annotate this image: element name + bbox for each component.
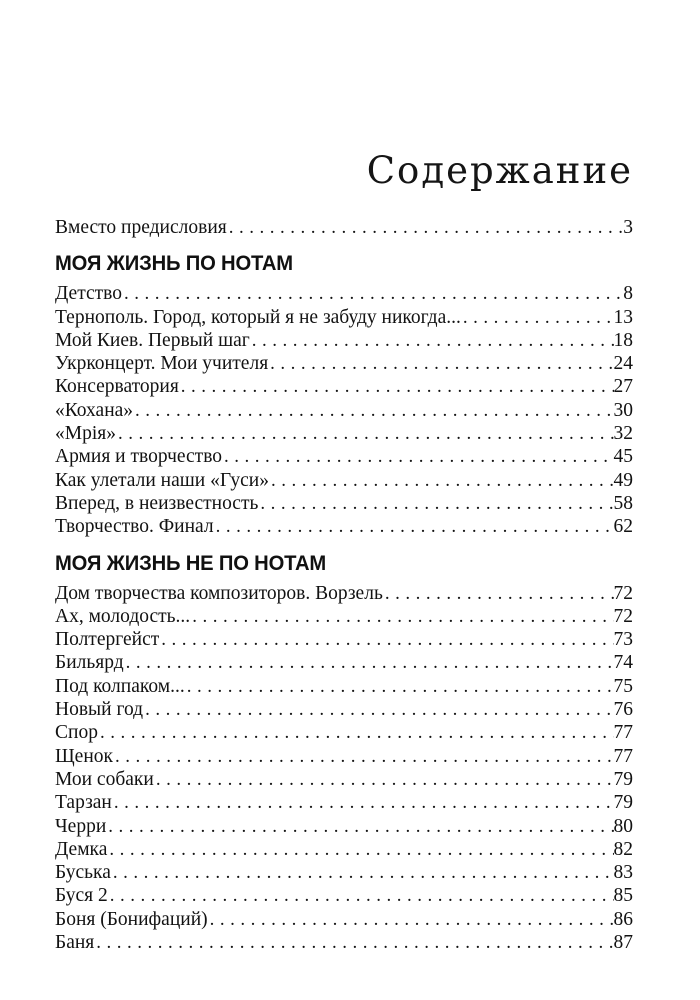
dot-leader xyxy=(154,768,614,791)
page-number: 3 xyxy=(623,217,633,238)
page-number: 77 xyxy=(613,722,633,744)
toc-entry xyxy=(55,605,633,628)
page-number: 62 xyxy=(613,516,633,538)
toc-entry xyxy=(55,445,633,468)
toc-entry xyxy=(55,884,633,907)
dot-leader xyxy=(268,352,613,375)
entry-label: Детство xyxy=(55,283,122,305)
dot-leader xyxy=(124,651,614,674)
entry-label: Новый год xyxy=(55,699,144,721)
dot-leader xyxy=(108,884,614,907)
toc-entry xyxy=(55,282,633,305)
entry-label: Дом творчества композиторов. Ворзель xyxy=(55,582,383,604)
toc-entry xyxy=(55,628,633,651)
page-number: 75 xyxy=(613,675,633,697)
entry-label: Полтергейст xyxy=(55,629,160,651)
toc-entry xyxy=(55,791,633,814)
dot-leader xyxy=(111,861,614,884)
page-number: 45 xyxy=(613,446,633,468)
toc-entry xyxy=(55,216,633,239)
dot-leader xyxy=(190,605,613,628)
toc-entry xyxy=(55,908,633,931)
section-heading: МОЯ ЖИЗНЬ ПО НОТАМ xyxy=(55,251,293,276)
entry-label: Тернополь. Город, который я не забуду никогда... xyxy=(55,306,461,328)
toc-entry xyxy=(55,375,633,398)
page-number: 79 xyxy=(613,792,633,814)
dot-leader xyxy=(222,445,613,468)
toc-entry xyxy=(55,815,633,838)
toc-entry xyxy=(55,352,633,375)
page-number: 18 xyxy=(613,329,633,351)
dot-leader xyxy=(133,399,613,422)
entry-label: «Мрія» xyxy=(55,423,116,445)
toc-content xyxy=(55,148,633,954)
toc-entry xyxy=(55,582,633,605)
page-number: 72 xyxy=(613,582,633,604)
page-number: 82 xyxy=(613,838,633,860)
entry-label: Творчество. Финал xyxy=(55,516,214,538)
toc-entry xyxy=(55,675,633,698)
dot-leader xyxy=(98,721,614,744)
page-number: 13 xyxy=(613,306,633,328)
page-number: 8 xyxy=(623,283,633,305)
dot-leader xyxy=(159,628,613,651)
entry-label: Мой Киев. Первый шаг xyxy=(55,329,250,351)
toc-entry xyxy=(55,861,633,884)
dot-leader xyxy=(214,515,614,538)
dot-leader xyxy=(106,815,613,838)
toc-entry xyxy=(55,745,633,768)
entry-label: Армия и творчество xyxy=(55,446,223,468)
entry-label: Бильярд xyxy=(55,652,124,674)
entry-label: Ах, молодость... xyxy=(55,605,191,627)
entry-label: Черри xyxy=(55,815,107,837)
entry-label: Боня (Бонифаций) xyxy=(55,908,208,930)
page-number: 77 xyxy=(613,745,633,767)
toc-entry xyxy=(55,931,633,954)
entry-label: Вместо предисловия xyxy=(55,217,227,238)
entry-label: Укрконцерт. Мои учителя xyxy=(55,353,269,375)
entry-label: Как улетали наши «Гуси» xyxy=(55,469,269,491)
page-number: 76 xyxy=(613,699,633,721)
entry-label: Вперед, в неизвестность xyxy=(55,492,259,514)
dot-leader xyxy=(227,216,624,239)
page-number: 24 xyxy=(613,353,633,375)
entry-label: Под колпаком... xyxy=(55,675,185,697)
toc-entry xyxy=(55,515,633,538)
dot-leader xyxy=(208,908,614,931)
page-number: 86 xyxy=(613,908,633,930)
dot-leader xyxy=(143,698,613,721)
page-number: 85 xyxy=(613,885,633,907)
dot-leader xyxy=(112,791,614,814)
page-number: 83 xyxy=(613,862,633,884)
entry-label: Демка xyxy=(55,838,108,860)
page-number: 87 xyxy=(613,932,633,954)
dot-leader xyxy=(383,582,614,605)
page-number: 73 xyxy=(613,629,633,651)
dot-leader xyxy=(250,329,614,352)
toc-entry xyxy=(55,768,633,791)
toc-entry xyxy=(55,698,633,721)
entry-label: Буська xyxy=(55,862,111,884)
dot-leader xyxy=(107,838,613,861)
toc xyxy=(55,216,633,954)
dot-leader xyxy=(94,931,613,954)
dot-leader xyxy=(116,422,614,445)
toc-entry xyxy=(55,492,633,515)
page-number: 30 xyxy=(613,399,633,421)
dot-leader xyxy=(461,306,614,329)
toc-entry xyxy=(55,651,633,674)
entry-label: Тарзан xyxy=(55,792,112,814)
page-number: 80 xyxy=(613,815,633,837)
toc-entry xyxy=(55,306,633,329)
page-number: 79 xyxy=(613,768,633,790)
page-number: 49 xyxy=(613,469,633,491)
toc-entry xyxy=(55,399,633,422)
page-number: 32 xyxy=(613,423,633,445)
dot-leader xyxy=(113,745,614,768)
toc-entry xyxy=(55,422,633,445)
section-heading: МОЯ ЖИЗНЬ НЕ ПО НОТАМ xyxy=(55,550,327,575)
entry-label: Консерватория xyxy=(55,376,179,398)
page-number: 58 xyxy=(613,492,633,514)
dot-leader xyxy=(269,469,614,492)
dot-leader xyxy=(258,492,613,515)
page-number: 72 xyxy=(613,605,633,627)
dot-leader xyxy=(122,282,623,305)
entry-label: Мои собаки xyxy=(55,768,154,790)
toc-entry xyxy=(55,469,633,492)
entry-label: Буся 2 xyxy=(55,885,108,907)
dot-leader xyxy=(179,375,614,398)
entry-label: Щенок xyxy=(55,745,113,767)
page-number: 74 xyxy=(613,652,633,674)
page-number: 27 xyxy=(613,376,633,398)
toc-entry xyxy=(55,838,633,861)
entry-label: Спор xyxy=(55,722,98,744)
page-title: Содержание xyxy=(366,149,633,192)
entry-label: «Кохана» xyxy=(55,399,134,421)
toc-entry xyxy=(55,721,633,744)
dot-leader xyxy=(185,675,614,698)
entry-label: Баня xyxy=(55,932,95,954)
toc-entry xyxy=(55,329,633,352)
